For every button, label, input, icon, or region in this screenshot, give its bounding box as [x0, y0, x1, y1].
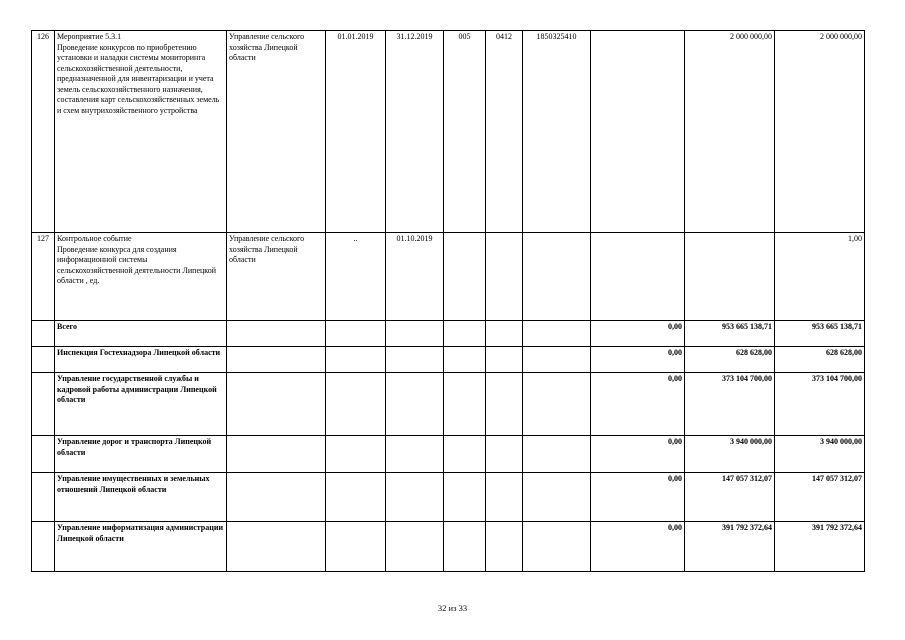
activity-name: Мероприятие 5.3.1 Проведение конкурсов по приобретению установки и наладки системы мониторинга сельскохозяйственной деятельности, предназначенной для инвентаризации и учета земель сельскохозяйственного назначения, составления карт сельскохозяйственных земель и схем внутрихозяйственного устройства: [55, 31, 227, 233]
amount-col11: 2 000 000,00: [775, 31, 865, 233]
table-row: [32, 436, 865, 473]
rzpr-code: [486, 233, 523, 321]
row-number: [32, 522, 55, 572]
agency-name: Управление дорог и транспорта Липецкой области: [55, 436, 227, 473]
row-number: [32, 321, 55, 347]
amount-col10: 373 104 700,00: [685, 373, 775, 436]
row-number: 127: [32, 233, 55, 321]
row-number: [32, 473, 55, 522]
vr-code: [591, 31, 685, 233]
amount-col11: 391 792 372,64: [775, 522, 865, 572]
amount-col10: 953 665 138,71: [685, 321, 775, 347]
amount-col10: 628 628,00: [685, 347, 775, 373]
amount-col11: 147 057 312,07: [775, 473, 865, 522]
end-date: 31.12.2019: [386, 31, 444, 233]
row-number: [32, 373, 55, 436]
csr-code: [523, 233, 591, 321]
grbs-code: 005: [444, 31, 486, 233]
amount-col11: 953 665 138,71: [775, 321, 865, 347]
executor: Управление сельского хозяйства Липецкой области: [227, 31, 326, 233]
amount-col10: 2 000 000,00: [685, 31, 775, 233]
budget-table: [31, 30, 865, 572]
grbs-code: [444, 233, 486, 321]
amount-col10: 3 940 000,00: [685, 436, 775, 473]
amount-col9: 0,00: [591, 373, 685, 436]
table-row: [32, 473, 865, 522]
table-row: [32, 31, 865, 233]
start-date: ..: [326, 233, 386, 321]
amount-col9: 0,00: [591, 436, 685, 473]
amount-col11: 373 104 700,00: [775, 373, 865, 436]
page-number: 32 из 33: [437, 603, 468, 613]
table-row: [32, 321, 865, 347]
amount-col10: 147 057 312,07: [685, 473, 775, 522]
amount-col9: 0,00: [591, 347, 685, 373]
rzpr-code: 0412: [486, 31, 523, 233]
amount-col10: 391 792 372,64: [685, 522, 775, 572]
agency-name: Управление информатизация администрации Липецкой области: [55, 522, 227, 572]
end-date: 01.10.2019: [386, 233, 444, 321]
amount-col10: [685, 233, 775, 321]
amount-col9: 0,00: [591, 473, 685, 522]
agency-name: Управление государственной службы и кадровой работы администрации Липецкой области: [55, 373, 227, 436]
executor: Управление сельского хозяйства Липецкой области: [227, 233, 326, 321]
row-number: [32, 347, 55, 373]
table-row: [32, 233, 865, 321]
table-row: [32, 373, 865, 436]
agency-name: Управление имущественных и земельных отношений Липецкой области: [55, 473, 227, 522]
total-label: Всего: [55, 321, 227, 347]
amount-col9: 0,00: [591, 522, 685, 572]
csr-code: 1850325410: [523, 31, 591, 233]
agency-name: Инспекция Гостехнадзора Липецкой области: [55, 347, 227, 373]
table-row: [32, 522, 865, 572]
start-date: 01.01.2019: [326, 31, 386, 233]
activity-name: Контрольное событие Проведение конкурса для создания информационной системы сельскохозяйственной деятельности Липецкой области , ед.: [55, 233, 227, 321]
vr-code: [591, 233, 685, 321]
amount-col9: 0,00: [591, 321, 685, 347]
row-number: 126: [32, 31, 55, 233]
amount-col11: 628 628,00: [775, 347, 865, 373]
row-number: [32, 436, 55, 473]
amount-col11: 1,00: [775, 233, 865, 321]
table-row: [32, 347, 865, 373]
amount-col11: 3 940 000,00: [775, 436, 865, 473]
